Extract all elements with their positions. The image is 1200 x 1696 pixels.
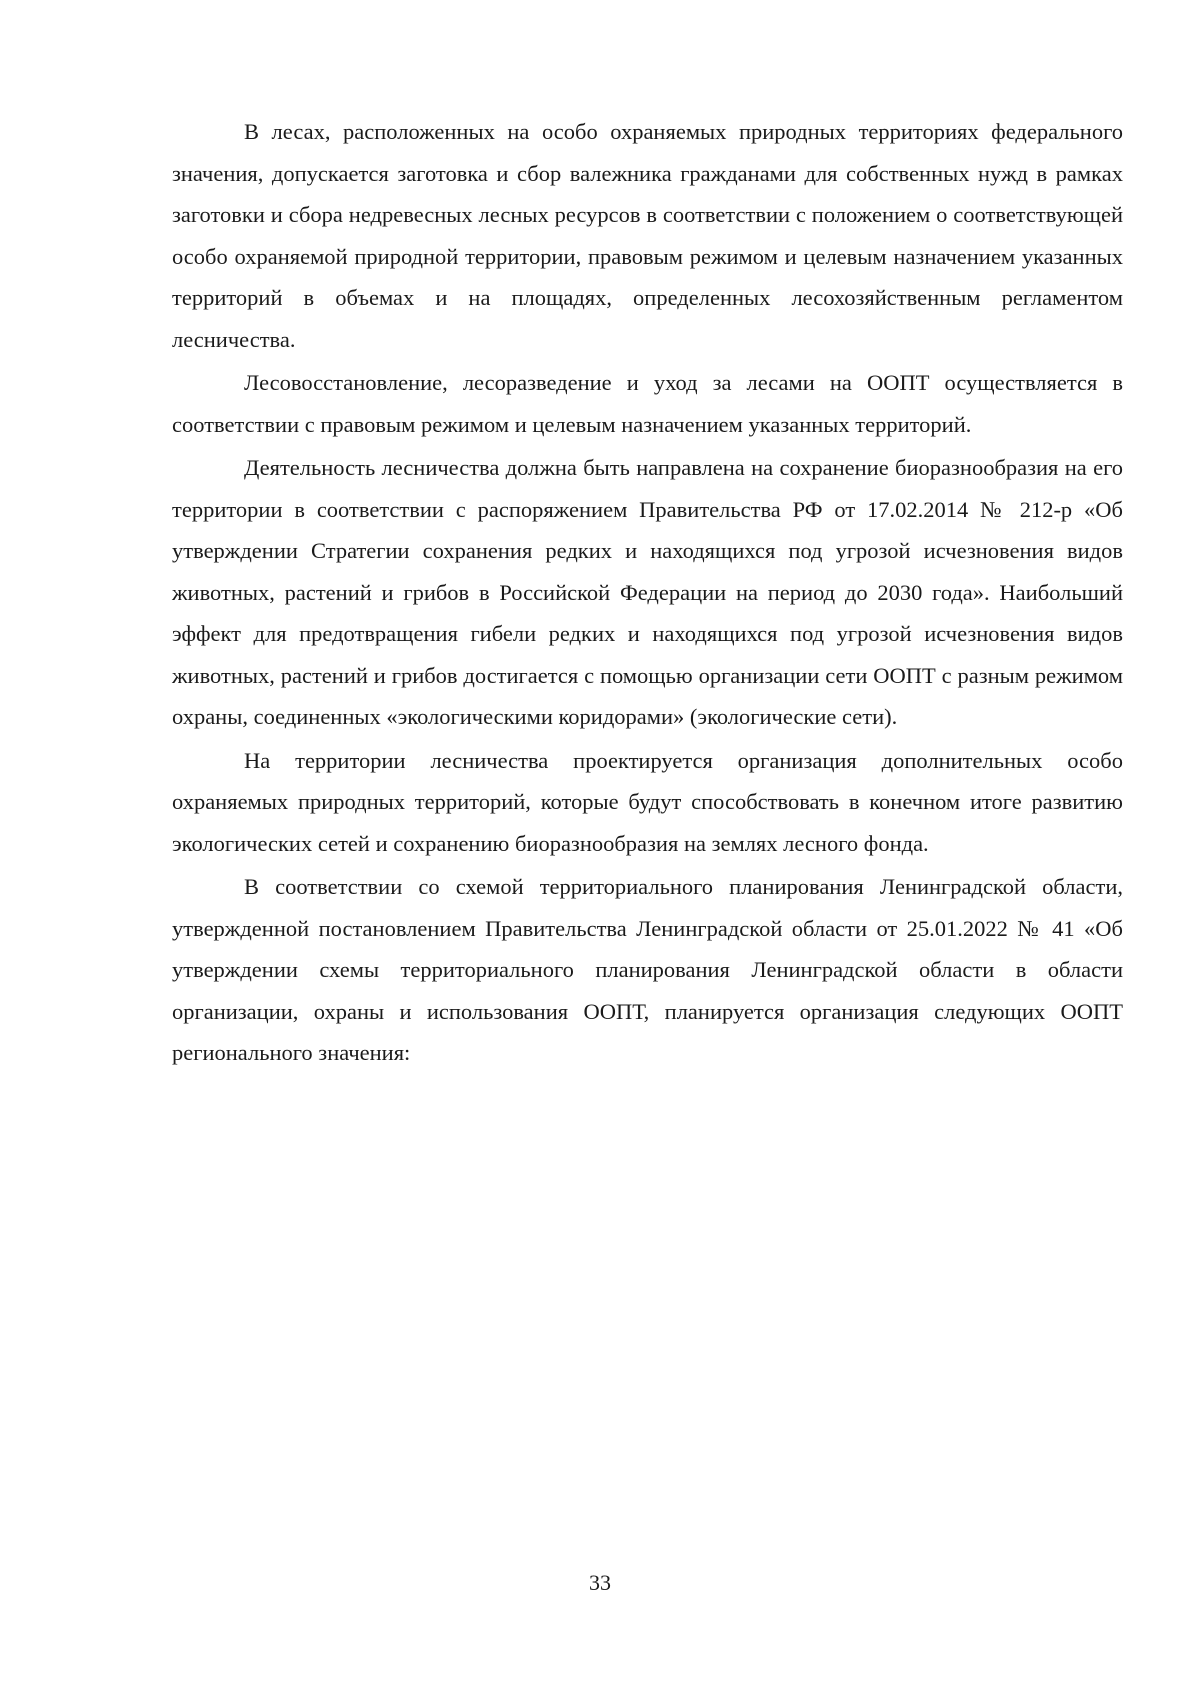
- document-body: [172, 111, 1123, 1076]
- paragraph-territorial-planning: В соответствии со схемой территориального планирования Ленинградской области, утвержденной постановлением Правительства Ленинградской области от 25.01.2022 № 41 «Об утверждении схемы территориального планирования Ленинградской области в области организации, охраны и использования ООПТ, планируется организация следующих ООПТ регионального значения:: [172, 874, 1123, 1065]
- paragraph-fallen-wood-collection: В лесах, расположенных на особо охраняемых природных территориях федерального значения, допускается заготовка и сбор валежника гражданами для собственных нужд в рамках заготовки и сбора недревесных лесных ресурсов в соответствии с положением о соответствующей особо охраняемой природной территории, правовым режимом и целевым назначением указанных территорий в объемах и на площадях, определенных лесохозяйственным регламентом лесничества.: [172, 119, 1123, 352]
- paragraph-biodiversity-strategy: Деятельность лесничества должна быть направлена на сохранение биоразнообразия на его территории в соответствии с распоряжением Правительства РФ от 17.02.2014 № 212-р «Об утверждении Стратегии сохранения редких и находящихся под угрозой исчезновения видов животных, растений и грибов в Российской Федерации на период до 2030 года». Наибольший эффект для предотвращения гибели редких и находящихся под угрозой исчезновения видов животных, растений и грибов достигается с помощью организации сети ООПТ с разным режимом охраны, соединенных «экологическими коридорами» (экологические сети).: [172, 455, 1123, 729]
- paragraph-planned-protected-areas: На территории лесничества проектируется организация дополнительных особо охраняемых природных территорий, которые будут способствовать в конечном итоге развитию экологических сетей и сохранению биоразнообразия на землях лесного фонда.: [172, 747, 1123, 856]
- page-number: 33: [589, 1570, 611, 1595]
- paragraph-reforestation: Лесовосстановление, лесоразведение и уход за лесами на ООПТ осуществляется в соответствии с правовым режимом и целевым назначением указанных территорий.: [172, 370, 1123, 437]
